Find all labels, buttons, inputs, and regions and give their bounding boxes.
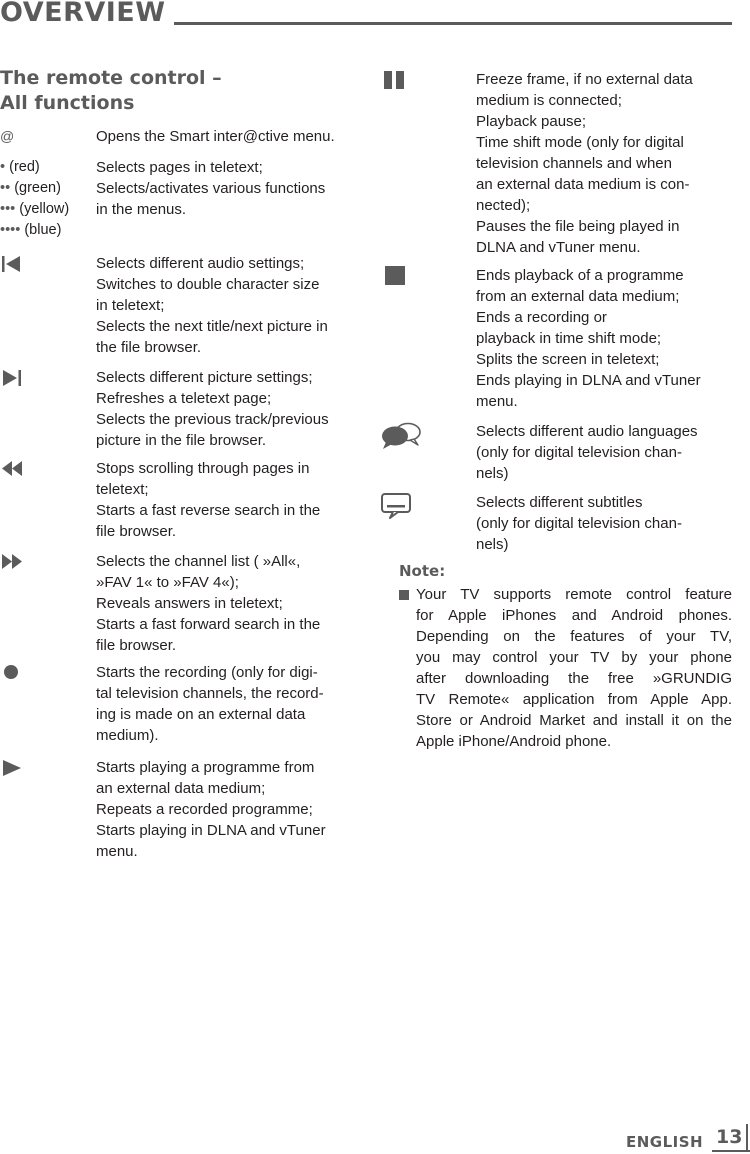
footer-rule (712, 1150, 750, 1152)
function-description: Selects the channel list ( »All«, »FAV 1« to »FAV 4«); Reveals answers in teletext; Starts a fast forward search in the file browser. (96, 553, 321, 654)
audio-language-icon (380, 421, 422, 451)
function-description: Selects different audio settings; Switches to double character size in teletext; Selects the next title/next picture in the file browser. (96, 255, 328, 356)
section-title (0, 66, 250, 116)
footer-tick (746, 1124, 748, 1152)
fast-forward-icon (2, 554, 22, 569)
at-symbol-icon: @ (0, 128, 15, 144)
function-description: Stops scrolling through pages in teletext; Starts a fast reverse search in the file browser. (96, 460, 321, 540)
page-number: 13 (716, 1126, 743, 1148)
color-key-green: •• (green) (0, 180, 61, 196)
page-header (0, 0, 732, 30)
header-rule (174, 22, 732, 25)
function-description: Freeze frame, if no external data medium is connected; Playback pause; Time shift mode (only for digital television channels and when an external data medium is con- nected); Pauses the file being played in DLNA and vTuner menu. (476, 71, 693, 256)
function-description: Selects different audio languages (only for digital television chan- nels) (476, 423, 698, 482)
bullet-square-icon (399, 590, 409, 600)
pause-icon (384, 71, 405, 89)
color-key-labels (0, 157, 69, 241)
play-icon (3, 760, 21, 776)
subtitles-icon (381, 493, 411, 519)
function-description: Starts playing a programme from an external data medium; Repeats a recorded programme; Starts playing in DLNA and vTuner menu. (96, 759, 326, 860)
function-description: Starts the recording (only for digi- tal television channels, the record- ing is made on an external data medium). (96, 664, 324, 744)
color-key-red: • (red) (0, 159, 40, 175)
stop-icon (385, 266, 405, 285)
record-icon (3, 664, 19, 680)
footer-language: ENGLISH (626, 1133, 704, 1151)
note-body: Your TV supports remote control feature for Apple iPhones and Android phones. Depending on the features of your TV, you may control your TV by your phone after downloading the free »GRUNDIG TV Remote« application from Apple App. Store or Android Market and install it on the Apple iPhone/Android phone. (416, 586, 732, 750)
function-description: Opens the Smart inter@ctive menu. (96, 128, 335, 145)
function-description: Selects pages in teletext; Selects/activates various functions in the menus. (96, 159, 326, 218)
skip-forward-icon (3, 370, 21, 386)
function-description: Selects different subtitles (only for digital television chan- nels) (476, 494, 682, 553)
section-title-line: All functions (0, 92, 135, 114)
note-heading: Note: (399, 562, 446, 580)
page-title: OVERVIEW (0, 0, 166, 28)
color-key-blue: •••• (blue) (0, 222, 62, 238)
skip-back-icon (2, 256, 20, 272)
color-key-yellow: ••• (yellow) (0, 201, 70, 217)
rewind-icon (2, 461, 22, 476)
function-description: Selects different picture settings; Refreshes a teletext page; Selects the previous track/previous picture in the file browser. (96, 369, 329, 449)
section-title-line: The remote control – (0, 67, 222, 89)
function-description: Ends playback of a programme from an external data medium; Ends a recording or playback in time shift mode; Splits the screen in teletext; Ends playing in DLNA and vTuner menu. (476, 267, 701, 410)
